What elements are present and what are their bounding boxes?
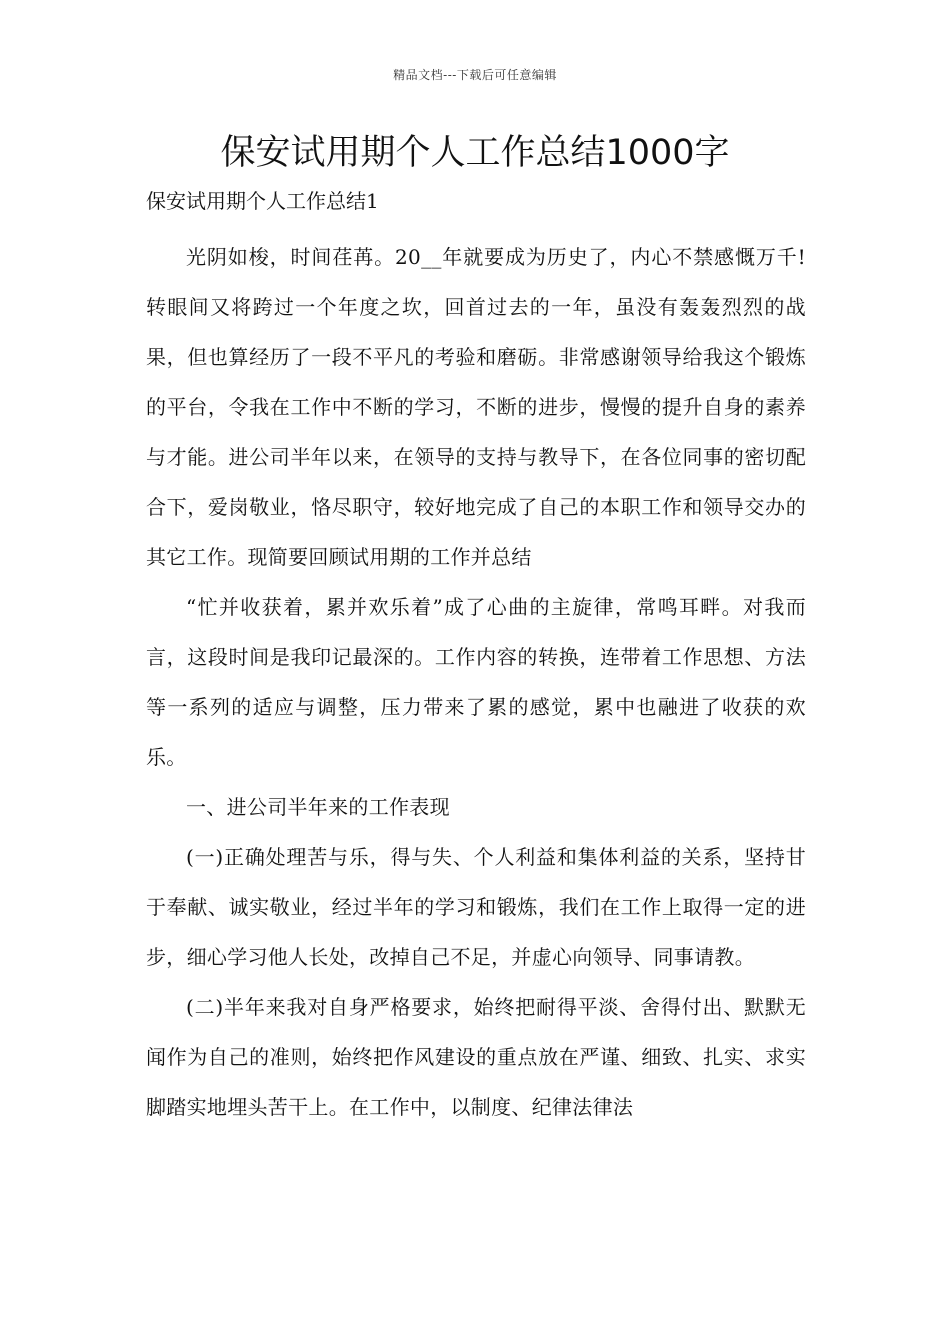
paragraph-item-one: (一)正确处理苦与乐，得与失、个人利益和集体利益的关系，坚持甘于奉献、诚实敬业，经过半年的学习和锻炼，我们在工作上取得一定的进步，细心学习他人长处，改掉自己不足，并虚心向领导、同事请教。 — [146, 845, 806, 969]
paragraph-intro: 光阴如梭，时间荏苒。20__年就要成为历史了，内心不禁感慨万千!转眼间又将跨过一个年度之坎，回首过去的一年，虽没有轰轰烈烈的战果，但也算经历了一段不平凡的考验和磨砺。非常感谢领导给我这个锻炼的平台，令我在工作中不断的学习，不断的进步，慢慢的提升自身的素养与才能。进公司半年以来，在领导的支持与教导下，在各位同事的密切配合下，爱岗敬业，恪尽职守，较好地完成了自己的本职工作和领导交办的其它工作。现简要回顾试用期的工作并总结 — [146, 245, 806, 569]
document-body — [146, 232, 806, 1132]
document-title: 保安试用期个人工作总结1000字 — [220, 133, 730, 173]
paragraph-busy-and-happy: “忙并收获着，累并欢乐着”成了心曲的主旋律，常鸣耳畔。对我而言，这段时间是我印记最深的。工作内容的转换，连带着工作思想、方法等一系列的适应与调整，压力带来了累的感觉，累中也融进了收获的欢乐。 — [146, 595, 806, 769]
paragraph-item-two: (二)半年来我对自身严格要求，始终把耐得平淡、舍得付出、默默无闻作为自己的准则，始终把作风建设的重点放在严谨、细致、扎实、求实脚踏实地埋头苦干上。在工作中，以制度、纪律法律法 — [146, 995, 806, 1119]
header-note: 精品文档---下载后可任意编辑 — [393, 68, 557, 82]
section-heading-work-performance: 一、进公司半年来的工作表现 — [186, 795, 450, 819]
document-subtitle: 保安试用期个人工作总结1 — [146, 189, 379, 213]
